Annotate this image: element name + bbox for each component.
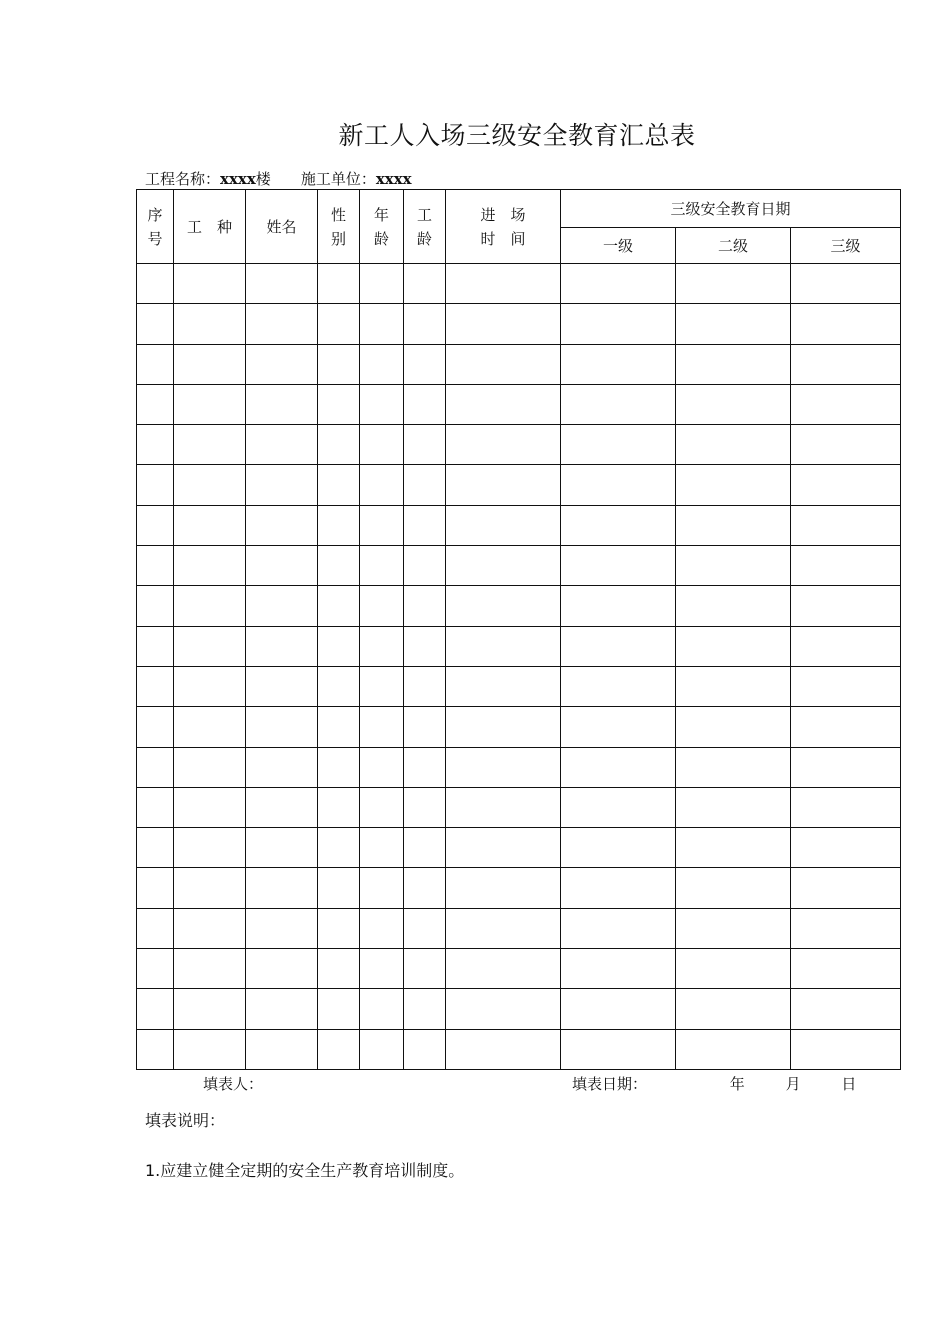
table-cell[interactable] [561, 304, 676, 344]
table-cell[interactable] [676, 304, 791, 344]
table-cell[interactable] [404, 344, 446, 384]
table-cell[interactable] [561, 546, 676, 586]
table-cell[interactable] [404, 465, 446, 505]
table-cell[interactable] [174, 989, 246, 1029]
table-cell[interactable] [360, 425, 404, 465]
table-cell[interactable] [446, 465, 561, 505]
table-cell[interactable] [791, 586, 901, 626]
table-cell[interactable] [360, 828, 404, 868]
table-cell[interactable] [446, 546, 561, 586]
table-cell[interactable] [174, 384, 246, 424]
fill-date-label: 填表日期： [572, 1075, 648, 1093]
table-cell[interactable] [404, 949, 446, 989]
table-cell[interactable] [174, 828, 246, 868]
table-cell[interactable] [360, 546, 404, 586]
table-cell[interactable] [446, 666, 561, 706]
table-cell[interactable] [318, 546, 360, 586]
table-cell[interactable] [791, 828, 901, 868]
table-cell[interactable] [360, 264, 404, 304]
table-cell[interactable] [360, 1029, 404, 1069]
table-cell[interactable] [446, 908, 561, 948]
project-name-label: 工程名称： [145, 170, 221, 188]
table-cell[interactable] [791, 505, 901, 545]
table-row [137, 304, 901, 344]
table-cell[interactable] [446, 828, 561, 868]
table-cell[interactable] [791, 908, 901, 948]
table-row [137, 546, 901, 586]
table-cell[interactable] [446, 586, 561, 626]
table-cell[interactable] [318, 666, 360, 706]
table-cell[interactable] [446, 949, 561, 989]
table-cell[interactable] [404, 264, 446, 304]
table-cell[interactable] [246, 828, 318, 868]
table-row [137, 666, 901, 706]
table-cell[interactable] [561, 264, 676, 304]
table-cell[interactable] [318, 1029, 360, 1069]
table-cell[interactable] [561, 384, 676, 424]
table-cell[interactable] [174, 908, 246, 948]
table-cell[interactable] [246, 1029, 318, 1069]
page-title: 新工人入场三级安全教育汇总表 [338, 121, 696, 150]
table-cell[interactable] [561, 465, 676, 505]
table-cell[interactable] [318, 908, 360, 948]
table-row [137, 989, 901, 1029]
table-cell[interactable] [404, 586, 446, 626]
table-cell[interactable] [246, 666, 318, 706]
table-cell[interactable] [360, 949, 404, 989]
table-cell[interactable] [246, 747, 318, 787]
table-cell[interactable] [174, 666, 246, 706]
table-row [137, 747, 901, 787]
table-cell[interactable] [404, 1029, 446, 1069]
table-cell[interactable] [404, 384, 446, 424]
table-cell[interactable] [137, 828, 174, 868]
header-education-date-group: 三级安全教育日期 [561, 190, 901, 228]
table-cell[interactable] [174, 1029, 246, 1069]
table-cell[interactable] [246, 949, 318, 989]
table-row [137, 868, 901, 908]
table-cell[interactable] [446, 707, 561, 747]
header-work-years: 工 龄 [404, 190, 446, 264]
table-cell[interactable] [561, 868, 676, 908]
table-cell[interactable] [446, 425, 561, 465]
table-cell[interactable] [404, 868, 446, 908]
table-cell[interactable] [561, 828, 676, 868]
header-level-2: 二级 [676, 228, 791, 264]
table-cell[interactable] [174, 505, 246, 545]
header-gender: 性 别 [318, 190, 360, 264]
filler-label: 填表人： [203, 1075, 264, 1093]
table-cell[interactable] [676, 908, 791, 948]
education-summary-table [136, 189, 901, 1070]
table-cell[interactable] [561, 989, 676, 1029]
table-cell[interactable] [318, 747, 360, 787]
table-cell[interactable] [318, 707, 360, 747]
header-age: 年 龄 [360, 190, 404, 264]
table-cell[interactable] [561, 666, 676, 706]
table-cell[interactable] [246, 707, 318, 747]
table-cell[interactable] [174, 344, 246, 384]
table-cell[interactable] [137, 707, 174, 747]
table-cell[interactable] [676, 546, 791, 586]
table-cell[interactable] [404, 908, 446, 948]
table-cell[interactable] [791, 425, 901, 465]
table-row [137, 707, 901, 747]
table-cell[interactable] [360, 908, 404, 948]
table-cell[interactable] [676, 868, 791, 908]
table-cell[interactable] [318, 264, 360, 304]
table-cell[interactable] [676, 787, 791, 827]
table-cell[interactable] [137, 384, 174, 424]
table-cell[interactable] [246, 264, 318, 304]
table-cell[interactable] [246, 989, 318, 1029]
table-cell[interactable] [676, 626, 791, 666]
table-cell[interactable] [561, 1029, 676, 1069]
table-cell[interactable] [174, 586, 246, 626]
table-cell[interactable] [791, 868, 901, 908]
table-cell[interactable] [174, 425, 246, 465]
project-name-value: xxxx [220, 170, 256, 188]
table-row [137, 264, 901, 304]
table-cell[interactable] [137, 666, 174, 706]
table-cell[interactable] [446, 868, 561, 908]
table-cell[interactable] [246, 546, 318, 586]
table-cell[interactable] [791, 465, 901, 505]
table-cell[interactable] [174, 868, 246, 908]
table-cell[interactable] [137, 586, 174, 626]
table-cell[interactable] [404, 505, 446, 545]
fill-date-line [572, 1073, 856, 1094]
table-cell[interactable] [676, 747, 791, 787]
table-cell[interactable] [404, 989, 446, 1029]
table-cell[interactable] [676, 949, 791, 989]
table-cell[interactable] [404, 828, 446, 868]
header-seq: 序 号 [137, 190, 174, 264]
table-row [137, 1029, 901, 1069]
table-cell[interactable] [446, 787, 561, 827]
table-cell[interactable] [561, 949, 676, 989]
table-cell[interactable] [360, 586, 404, 626]
table-cell[interactable] [360, 707, 404, 747]
table-row [137, 425, 901, 465]
table-cell[interactable] [318, 425, 360, 465]
table-cell[interactable] [246, 908, 318, 948]
table-row [137, 828, 901, 868]
table-cell[interactable] [791, 304, 901, 344]
note-item: 1.应建立健全定期的安全生产教育培训制度。 [145, 1161, 465, 1180]
table-cell[interactable] [446, 384, 561, 424]
table-cell[interactable] [137, 505, 174, 545]
table-cell[interactable] [561, 505, 676, 545]
table-cell[interactable] [318, 465, 360, 505]
table-cell[interactable] [791, 546, 901, 586]
table-cell[interactable] [174, 787, 246, 827]
table-cell[interactable] [246, 586, 318, 626]
table-cell[interactable] [676, 465, 791, 505]
table-cell[interactable] [318, 828, 360, 868]
table-cell[interactable] [137, 908, 174, 948]
table-cell[interactable] [137, 465, 174, 505]
table-cell[interactable] [174, 304, 246, 344]
table-cell[interactable] [174, 626, 246, 666]
table-cell[interactable] [446, 264, 561, 304]
table-cell[interactable] [561, 787, 676, 827]
table-cell[interactable] [676, 344, 791, 384]
table-cell[interactable] [561, 747, 676, 787]
table-cell[interactable] [246, 465, 318, 505]
table-cell[interactable] [137, 868, 174, 908]
table-cell[interactable] [246, 626, 318, 666]
header-level-1: 一级 [561, 228, 676, 264]
table-cell[interactable] [791, 264, 901, 304]
table-cell[interactable] [137, 425, 174, 465]
table-cell[interactable] [246, 344, 318, 384]
header-name: 姓名 [246, 190, 318, 264]
table-cell[interactable] [318, 626, 360, 666]
table-cell[interactable] [137, 1029, 174, 1069]
table-cell[interactable] [174, 546, 246, 586]
table-cell[interactable] [360, 626, 404, 666]
table-cell[interactable] [791, 747, 901, 787]
project-info-line [145, 168, 412, 189]
table-row [137, 626, 901, 666]
table-row [137, 787, 901, 827]
table-cell[interactable] [676, 707, 791, 747]
table-cell[interactable] [318, 989, 360, 1029]
table-cell[interactable] [318, 384, 360, 424]
table-cell[interactable] [404, 546, 446, 586]
table-cell[interactable] [676, 505, 791, 545]
table-cell[interactable] [174, 465, 246, 505]
table-cell[interactable] [676, 989, 791, 1029]
table-row [137, 344, 901, 384]
table-cell[interactable] [318, 304, 360, 344]
table-cell[interactable] [561, 908, 676, 948]
table-row [137, 586, 901, 626]
table-cell[interactable] [360, 747, 404, 787]
table-cell[interactable] [404, 747, 446, 787]
table-cell[interactable] [791, 344, 901, 384]
table-cell[interactable] [404, 425, 446, 465]
table-cell[interactable] [676, 828, 791, 868]
table-cell[interactable] [318, 586, 360, 626]
table-cell[interactable] [791, 666, 901, 706]
table-cell[interactable] [676, 264, 791, 304]
fill-date-month: 月 [785, 1075, 801, 1093]
fill-date-day: 日 [841, 1075, 857, 1093]
table-cell[interactable] [446, 989, 561, 1029]
table-cell[interactable] [446, 304, 561, 344]
table-cell[interactable] [360, 666, 404, 706]
table-cell[interactable] [137, 264, 174, 304]
table-cell[interactable] [446, 747, 561, 787]
table-cell[interactable] [174, 264, 246, 304]
table-cell[interactable] [174, 747, 246, 787]
table-cell[interactable] [360, 304, 404, 344]
table-cell[interactable] [446, 505, 561, 545]
table-cell[interactable] [137, 949, 174, 989]
table-cell[interactable] [246, 787, 318, 827]
table-cell[interactable] [360, 384, 404, 424]
table-cell[interactable] [561, 626, 676, 666]
table-cell[interactable] [404, 666, 446, 706]
table-cell[interactable] [676, 586, 791, 626]
table-cell[interactable] [137, 989, 174, 1029]
table-cell[interactable] [561, 707, 676, 747]
table-cell[interactable] [360, 989, 404, 1029]
construction-unit-value: xxxx [375, 170, 412, 188]
table-cell[interactable] [791, 1029, 901, 1069]
table-cell[interactable] [404, 707, 446, 747]
table-cell[interactable] [676, 384, 791, 424]
table-cell[interactable] [137, 344, 174, 384]
table-cell[interactable] [676, 666, 791, 706]
table-row [137, 505, 901, 545]
table-cell[interactable] [446, 626, 561, 666]
table-cell[interactable] [360, 344, 404, 384]
header-level-3: 三级 [791, 228, 901, 264]
table-cell[interactable] [246, 425, 318, 465]
fill-date-year: 年 [729, 1075, 745, 1093]
table-row [137, 949, 901, 989]
table-cell[interactable] [318, 949, 360, 989]
construction-unit-label: 施工单位： [300, 170, 376, 188]
table-cell[interactable] [137, 546, 174, 586]
project-name-suffix: 楼 [255, 170, 271, 188]
table-cell[interactable] [360, 505, 404, 545]
table-cell[interactable] [137, 626, 174, 666]
table-cell[interactable] [246, 505, 318, 545]
table-cell[interactable] [360, 787, 404, 827]
table-cell[interactable] [360, 465, 404, 505]
header-row-1 [137, 190, 901, 228]
table-cell[interactable] [791, 707, 901, 747]
table-cell[interactable] [360, 868, 404, 908]
table-cell[interactable] [791, 626, 901, 666]
table-cell[interactable] [137, 747, 174, 787]
table-cell[interactable] [791, 949, 901, 989]
table-cell[interactable] [137, 304, 174, 344]
table-cell[interactable] [318, 787, 360, 827]
table-row [137, 384, 901, 424]
table-cell[interactable] [676, 425, 791, 465]
table-row [137, 908, 901, 948]
table-cell[interactable] [561, 344, 676, 384]
notes-heading: 填表说明： [145, 1111, 226, 1130]
table-cell[interactable] [791, 989, 901, 1029]
table-cell[interactable] [404, 787, 446, 827]
table-cell[interactable] [561, 425, 676, 465]
table-cell[interactable] [318, 505, 360, 545]
table-cell[interactable] [791, 384, 901, 424]
table-cell[interactable] [246, 384, 318, 424]
table-cell[interactable] [246, 304, 318, 344]
table-cell[interactable] [446, 344, 561, 384]
table-cell[interactable] [137, 787, 174, 827]
table-cell[interactable] [318, 344, 360, 384]
header-trade: 工 种 [174, 190, 246, 264]
table-cell[interactable] [404, 626, 446, 666]
table-cell[interactable] [561, 586, 676, 626]
table-cell[interactable] [446, 1029, 561, 1069]
table-cell[interactable] [318, 868, 360, 908]
table-row [137, 465, 901, 505]
table-cell[interactable] [404, 304, 446, 344]
table-cell[interactable] [174, 949, 246, 989]
table-cell[interactable] [791, 787, 901, 827]
table-cell[interactable] [676, 1029, 791, 1069]
table-cell[interactable] [246, 868, 318, 908]
header-entry-time: 进 场 时 间 [446, 190, 561, 264]
table-cell[interactable] [174, 707, 246, 747]
